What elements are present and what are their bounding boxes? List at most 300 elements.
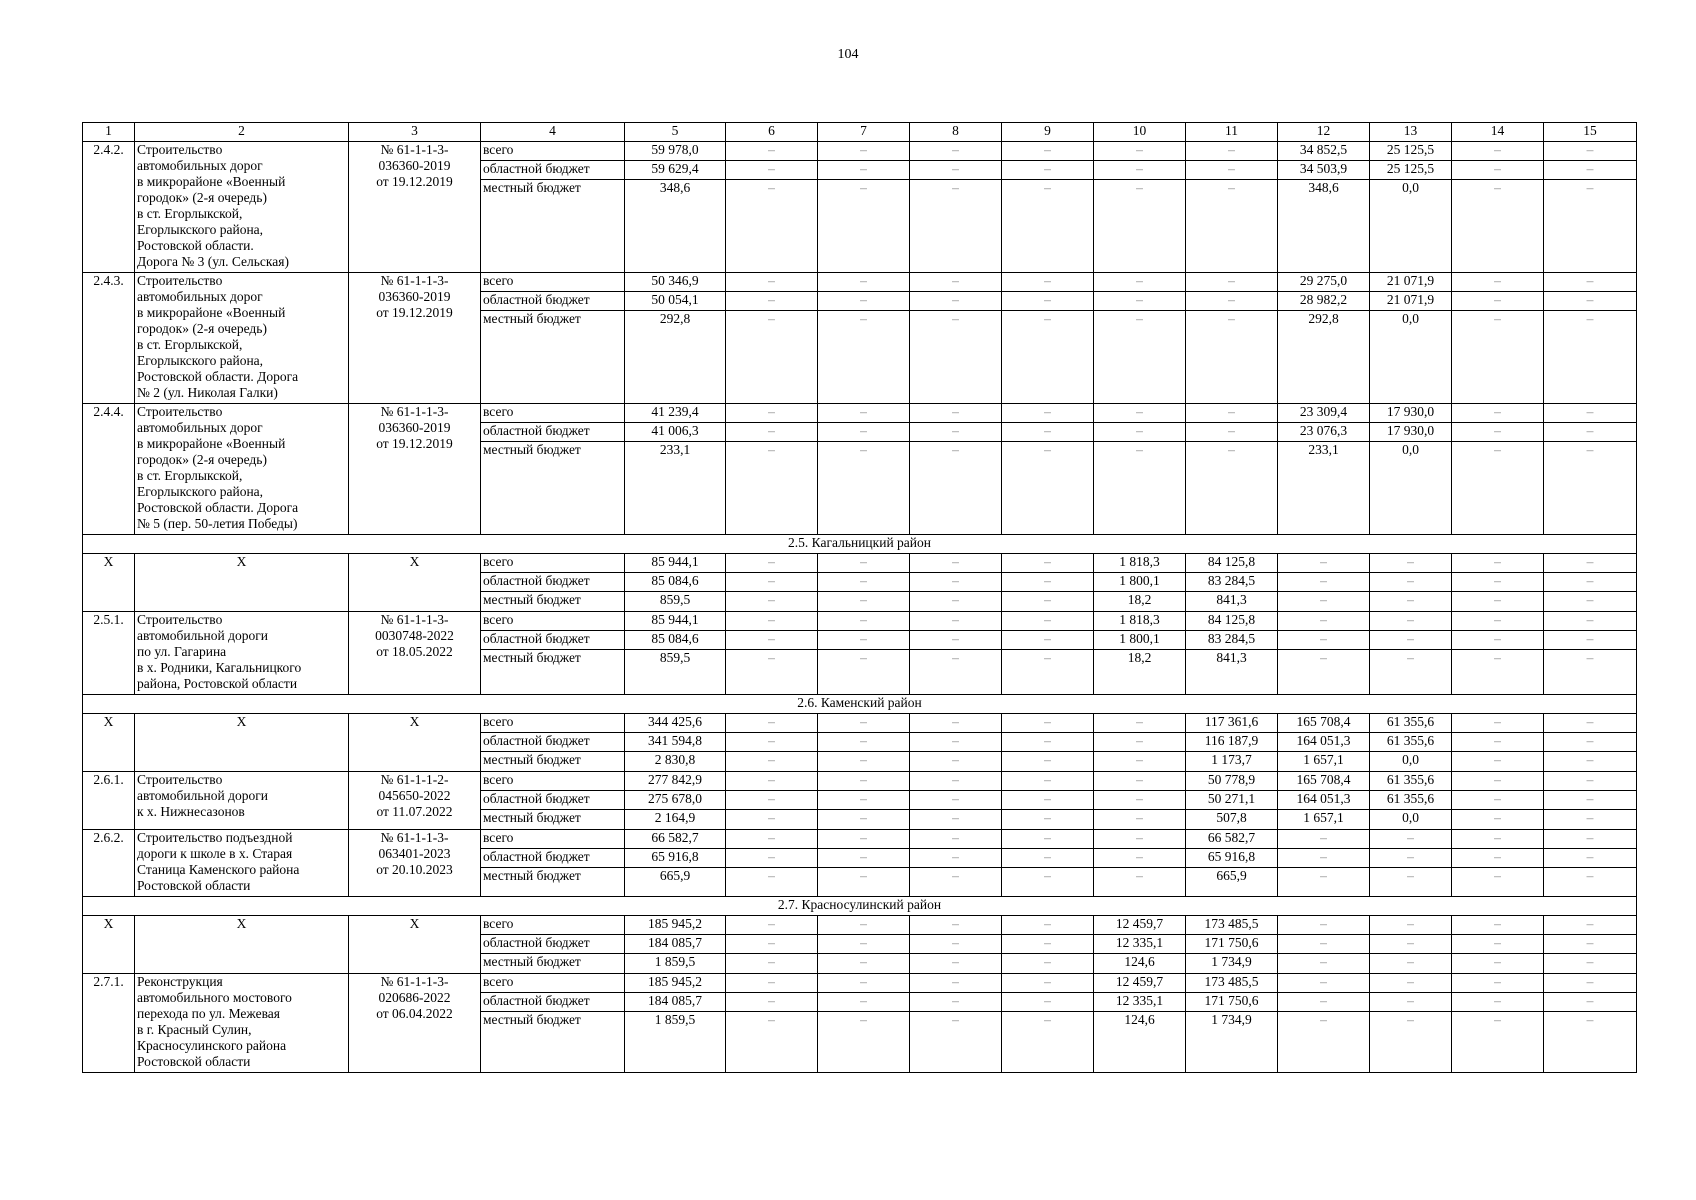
value-cell-col-13: – xyxy=(1370,650,1452,695)
value-cell-col-14: – xyxy=(1452,849,1544,868)
value-cell-col-9: – xyxy=(1002,423,1094,442)
value-cell-col-7: – xyxy=(818,612,910,631)
value-cell-col-10: 124,6 xyxy=(1094,954,1186,974)
value-cell-col-15: – xyxy=(1544,974,1637,993)
value-cell-col-15: – xyxy=(1544,442,1637,535)
value-cell-col-8: – xyxy=(910,752,1002,772)
value-cell-col-10: – xyxy=(1094,161,1186,180)
value-cell-col-12: 29 275,0 xyxy=(1278,273,1370,292)
funding-source: всего xyxy=(481,273,625,292)
value-cell-col-9: – xyxy=(1002,180,1094,273)
funding-source: местный бюджет xyxy=(481,311,625,404)
value-cell-col-7: – xyxy=(818,772,910,791)
object-name-line: городок» (2-я очередь) xyxy=(137,190,267,205)
value-cell-col-5: 65 916,8 xyxy=(625,849,726,868)
funding-source: всего xyxy=(481,612,625,631)
value-cell-col-14: – xyxy=(1452,423,1544,442)
value-cell-col-6: – xyxy=(726,974,818,993)
value-cell-col-12: – xyxy=(1278,993,1370,1012)
value-cell-col-13: 0,0 xyxy=(1370,442,1452,535)
row-number: 2.4.4. xyxy=(83,404,135,535)
value-cell-col-11: 1 734,9 xyxy=(1186,1012,1278,1073)
value-cell-col-11: – xyxy=(1186,311,1278,404)
value-cell-col-14: – xyxy=(1452,1012,1544,1073)
value-cell-col-14: – xyxy=(1452,810,1544,830)
value-cell-col-15: – xyxy=(1544,612,1637,631)
value-cell-col-11: 1 734,9 xyxy=(1186,954,1278,974)
value-cell-col-9: – xyxy=(1002,993,1094,1012)
value-cell-col-11: 84 125,8 xyxy=(1186,612,1278,631)
value-cell-col-15: – xyxy=(1544,292,1637,311)
document-reference-line: № 61-1-1-3- xyxy=(380,142,449,157)
object-name-line: Строительство xyxy=(137,142,223,157)
value-cell-col-7: – xyxy=(818,752,910,772)
funding-source: областной бюджет xyxy=(481,849,625,868)
value-cell-col-9: – xyxy=(1002,142,1094,161)
funding-source: всего xyxy=(481,772,625,791)
value-cell-col-7: – xyxy=(818,714,910,733)
section-row xyxy=(83,695,1637,714)
value-cell-col-13: 0,0 xyxy=(1370,810,1452,830)
funding-source: областной бюджет xyxy=(481,161,625,180)
object-name-line: Ростовской области xyxy=(137,878,251,893)
value-cell-col-5: 41 006,3 xyxy=(625,423,726,442)
value-cell-col-5: 1 859,5 xyxy=(625,954,726,974)
object-name-line: перехода по ул. Межевая xyxy=(137,1006,280,1021)
value-cell-col-8: – xyxy=(910,935,1002,954)
object-name-line: автомобильного мостового xyxy=(137,990,292,1005)
document-reference xyxy=(349,714,481,772)
value-cell-col-15: – xyxy=(1544,180,1637,273)
value-cell-col-11: 83 284,5 xyxy=(1186,573,1278,592)
table-row xyxy=(83,974,1637,993)
document-reference xyxy=(349,772,481,830)
value-cell-col-5: 66 582,7 xyxy=(625,830,726,849)
value-cell-col-15: – xyxy=(1544,423,1637,442)
value-cell-col-9: – xyxy=(1002,916,1094,935)
table-header-row xyxy=(83,123,1637,142)
value-cell-col-7: – xyxy=(818,273,910,292)
value-cell-col-8: – xyxy=(910,292,1002,311)
funding-source: областной бюджет xyxy=(481,791,625,810)
object-name-line: района, Ростовской области xyxy=(137,676,298,691)
table-row xyxy=(83,830,1637,849)
object-name-line: Егорлыкского района, xyxy=(137,353,264,368)
value-cell-col-8: – xyxy=(910,733,1002,752)
value-cell-col-7: – xyxy=(818,573,910,592)
value-cell-col-8: – xyxy=(910,573,1002,592)
value-cell-col-12: – xyxy=(1278,868,1370,897)
document-reference-line: от 19.12.2019 xyxy=(376,305,453,320)
object-name-line: автомобильных дорог xyxy=(137,420,263,435)
value-cell-col-15: – xyxy=(1544,142,1637,161)
value-cell-col-8: – xyxy=(910,993,1002,1012)
header-cell-2: 2 xyxy=(135,123,349,142)
value-cell-col-14: – xyxy=(1452,752,1544,772)
value-cell-col-7: – xyxy=(818,554,910,573)
value-cell-col-11: 507,8 xyxy=(1186,810,1278,830)
value-cell-col-6: – xyxy=(726,791,818,810)
value-cell-col-8: – xyxy=(910,161,1002,180)
value-cell-col-13: – xyxy=(1370,935,1452,954)
object-name-line: городок» (2-я очередь) xyxy=(137,321,267,336)
value-cell-col-6: – xyxy=(726,423,818,442)
value-cell-col-6: – xyxy=(726,916,818,935)
value-cell-col-11: 50 271,1 xyxy=(1186,791,1278,810)
value-cell-col-11: 665,9 xyxy=(1186,868,1278,897)
value-cell-col-11: 84 125,8 xyxy=(1186,554,1278,573)
value-cell-col-15: – xyxy=(1544,631,1637,650)
page-number: 104 xyxy=(837,47,859,62)
value-cell-col-15: – xyxy=(1544,273,1637,292)
object-name xyxy=(135,830,349,897)
header-cell-6: 6 xyxy=(726,123,818,142)
value-cell-col-8: – xyxy=(910,868,1002,897)
document-reference-line: № 61-1-1-3- xyxy=(380,404,449,419)
value-cell-col-10: 18,2 xyxy=(1094,592,1186,612)
value-cell-col-13: 21 071,9 xyxy=(1370,292,1452,311)
value-cell-col-10: – xyxy=(1094,791,1186,810)
value-cell-col-15: – xyxy=(1544,830,1637,849)
value-cell-col-12: 28 982,2 xyxy=(1278,292,1370,311)
value-cell-col-9: – xyxy=(1002,404,1094,423)
header-cell-14: 14 xyxy=(1452,123,1544,142)
value-cell-col-8: – xyxy=(910,423,1002,442)
value-cell-col-12: 34 852,5 xyxy=(1278,142,1370,161)
value-cell-col-6: – xyxy=(726,993,818,1012)
value-cell-col-13: – xyxy=(1370,849,1452,868)
value-cell-col-9: – xyxy=(1002,292,1094,311)
value-cell-col-6: – xyxy=(726,650,818,695)
document-reference xyxy=(349,974,481,1073)
section-title: 2.6. Каменский район xyxy=(83,695,1637,714)
row-number: Х xyxy=(83,916,135,974)
value-cell-col-14: – xyxy=(1452,935,1544,954)
object-name xyxy=(135,273,349,404)
value-cell-col-12: 23 309,4 xyxy=(1278,404,1370,423)
value-cell-col-10: – xyxy=(1094,733,1186,752)
value-cell-col-10: – xyxy=(1094,423,1186,442)
document-reference-line: 020686-2022 xyxy=(378,990,451,1005)
value-cell-col-12: – xyxy=(1278,916,1370,935)
value-cell-col-14: – xyxy=(1452,311,1544,404)
value-cell-col-10: 1 800,1 xyxy=(1094,631,1186,650)
value-cell-col-10: 12 335,1 xyxy=(1094,935,1186,954)
value-cell-col-6: – xyxy=(726,592,818,612)
value-cell-col-8: – xyxy=(910,631,1002,650)
value-cell-col-13: – xyxy=(1370,974,1452,993)
object-name-line: Строительство xyxy=(137,612,223,627)
object-name-line: Егорлыкского района, xyxy=(137,222,264,237)
value-cell-col-15: – xyxy=(1544,1012,1637,1073)
value-cell-col-7: – xyxy=(818,935,910,954)
value-cell-col-8: – xyxy=(910,954,1002,974)
value-cell-col-10: 12 459,7 xyxy=(1094,974,1186,993)
header-cell-4: 4 xyxy=(481,123,625,142)
value-cell-col-10: 1 818,3 xyxy=(1094,554,1186,573)
document-reference-line: от 18.05.2022 xyxy=(376,644,453,659)
value-cell-col-9: – xyxy=(1002,442,1094,535)
object-name-line: автомобильных дорог xyxy=(137,158,263,173)
value-cell-col-10: – xyxy=(1094,810,1186,830)
value-cell-col-7: – xyxy=(818,954,910,974)
value-cell-col-6: – xyxy=(726,849,818,868)
funding-source: всего xyxy=(481,554,625,573)
value-cell-col-13: 61 355,6 xyxy=(1370,772,1452,791)
value-cell-col-15: – xyxy=(1544,714,1637,733)
document-reference-line: 036360-2019 xyxy=(378,420,451,435)
value-cell-col-8: – xyxy=(910,612,1002,631)
value-cell-col-12: 164 051,3 xyxy=(1278,733,1370,752)
value-cell-col-5: 344 425,6 xyxy=(625,714,726,733)
object-name-line: автомобильных дорог xyxy=(137,289,263,304)
value-cell-col-10: – xyxy=(1094,292,1186,311)
value-cell-col-14: – xyxy=(1452,772,1544,791)
value-cell-col-14: – xyxy=(1452,954,1544,974)
value-cell-col-5: 277 842,9 xyxy=(625,772,726,791)
value-cell-col-12: 1 657,1 xyxy=(1278,810,1370,830)
header-cell-13: 13 xyxy=(1370,123,1452,142)
funding-source: местный бюджет xyxy=(481,442,625,535)
row-number: 2.6.2. xyxy=(83,830,135,897)
value-cell-col-9: – xyxy=(1002,935,1094,954)
object-name-line: Строительство подъездной xyxy=(137,830,293,845)
budget-table xyxy=(82,122,1637,1073)
value-cell-col-15: – xyxy=(1544,733,1637,752)
value-cell-col-8: – xyxy=(910,404,1002,423)
funding-source: всего xyxy=(481,714,625,733)
value-cell-col-14: – xyxy=(1452,974,1544,993)
document-reference xyxy=(349,142,481,273)
table-row xyxy=(83,142,1637,161)
object-name-line: в микрорайоне «Военный xyxy=(137,436,286,451)
value-cell-col-5: 275 678,0 xyxy=(625,791,726,810)
value-cell-col-8: – xyxy=(910,916,1002,935)
value-cell-col-8: – xyxy=(910,442,1002,535)
value-cell-col-13: – xyxy=(1370,830,1452,849)
document-reference-line: 045650-2022 xyxy=(378,788,451,803)
funding-source: областной бюджет xyxy=(481,935,625,954)
object-name xyxy=(135,142,349,273)
value-cell-col-14: – xyxy=(1452,442,1544,535)
value-cell-col-10: 12 335,1 xyxy=(1094,993,1186,1012)
object-name-line: Строительство xyxy=(137,772,223,787)
value-cell-col-7: – xyxy=(818,292,910,311)
value-cell-col-14: – xyxy=(1452,404,1544,423)
value-cell-col-15: – xyxy=(1544,954,1637,974)
value-cell-col-8: – xyxy=(910,714,1002,733)
value-cell-col-6: – xyxy=(726,573,818,592)
value-cell-col-11: 116 187,9 xyxy=(1186,733,1278,752)
row-number: Х xyxy=(83,554,135,612)
value-cell-col-6: – xyxy=(726,752,818,772)
header-cell-11: 11 xyxy=(1186,123,1278,142)
value-cell-col-5: 859,5 xyxy=(625,650,726,695)
funding-source: местный бюджет xyxy=(481,868,625,897)
value-cell-col-7: – xyxy=(818,161,910,180)
value-cell-col-10: 1 800,1 xyxy=(1094,573,1186,592)
header-cell-12: 12 xyxy=(1278,123,1370,142)
value-cell-col-7: – xyxy=(818,311,910,404)
value-cell-col-9: – xyxy=(1002,733,1094,752)
value-cell-col-7: – xyxy=(818,830,910,849)
value-cell-col-6: – xyxy=(726,273,818,292)
object-name-line: Ростовской области. Дорога xyxy=(137,500,299,515)
value-cell-col-15: – xyxy=(1544,935,1637,954)
table-row xyxy=(83,273,1637,292)
table-row xyxy=(83,554,1637,573)
value-cell-col-11: 841,3 xyxy=(1186,592,1278,612)
value-cell-col-15: – xyxy=(1544,993,1637,1012)
value-cell-col-5: 859,5 xyxy=(625,592,726,612)
value-cell-col-13: 61 355,6 xyxy=(1370,791,1452,810)
value-cell-col-10: 12 459,7 xyxy=(1094,916,1186,935)
value-cell-col-9: – xyxy=(1002,612,1094,631)
value-cell-col-10: 18,2 xyxy=(1094,650,1186,695)
value-cell-col-15: – xyxy=(1544,311,1637,404)
table-row xyxy=(83,772,1637,791)
value-cell-col-14: – xyxy=(1452,650,1544,695)
funding-source: местный бюджет xyxy=(481,954,625,974)
value-cell-col-15: – xyxy=(1544,650,1637,695)
value-cell-col-13: 17 930,0 xyxy=(1370,423,1452,442)
value-cell-col-15: – xyxy=(1544,916,1637,935)
value-cell-col-13: – xyxy=(1370,1012,1452,1073)
value-cell-col-6: – xyxy=(726,404,818,423)
value-cell-col-7: – xyxy=(818,650,910,695)
document-reference-line: 063401-2023 xyxy=(378,846,451,861)
value-cell-col-15: – xyxy=(1544,592,1637,612)
value-cell-col-10: – xyxy=(1094,830,1186,849)
value-cell-col-12: – xyxy=(1278,554,1370,573)
object-name-line: Строительство xyxy=(137,404,223,419)
value-cell-col-5: 59 978,0 xyxy=(625,142,726,161)
value-cell-col-15: – xyxy=(1544,772,1637,791)
value-cell-col-12: – xyxy=(1278,974,1370,993)
value-cell-col-9: – xyxy=(1002,650,1094,695)
object-name-line: № 2 (ул. Николая Галки) xyxy=(137,385,278,400)
value-cell-col-6: – xyxy=(726,631,818,650)
value-cell-col-10: – xyxy=(1094,442,1186,535)
value-cell-col-5: 184 085,7 xyxy=(625,993,726,1012)
funding-source: местный бюджет xyxy=(481,180,625,273)
row-number: 2.6.1. xyxy=(83,772,135,830)
value-cell-col-14: – xyxy=(1452,612,1544,631)
value-cell-col-15: – xyxy=(1544,868,1637,897)
object-name-line: в х. Родники, Кагальницкого xyxy=(137,660,302,675)
funding-source: областной бюджет xyxy=(481,631,625,650)
value-cell-col-5: 1 859,5 xyxy=(625,1012,726,1073)
value-cell-col-9: – xyxy=(1002,573,1094,592)
object-name-line: Реконструкция xyxy=(137,974,223,989)
value-cell-col-9: – xyxy=(1002,772,1094,791)
value-cell-col-14: – xyxy=(1452,554,1544,573)
value-cell-col-9: – xyxy=(1002,974,1094,993)
value-cell-col-8: – xyxy=(910,273,1002,292)
value-cell-col-10: – xyxy=(1094,752,1186,772)
value-cell-col-9: – xyxy=(1002,791,1094,810)
value-cell-col-11: 171 750,6 xyxy=(1186,935,1278,954)
object-name-line: в микрорайоне «Военный xyxy=(137,174,286,189)
value-cell-col-5: 341 594,8 xyxy=(625,733,726,752)
document-reference-line: 036360-2019 xyxy=(378,158,451,173)
value-cell-col-9: – xyxy=(1002,592,1094,612)
value-cell-col-5: 85 944,1 xyxy=(625,612,726,631)
value-cell-col-5: 233,1 xyxy=(625,442,726,535)
value-cell-col-13: 25 125,5 xyxy=(1370,161,1452,180)
object-name-line: Дорога № 3 (ул. Сельская) xyxy=(137,254,289,269)
funding-source: местный бюджет xyxy=(481,650,625,695)
header-cell-9: 9 xyxy=(1002,123,1094,142)
section-title: 2.5. Кагальницкий район xyxy=(83,535,1637,554)
value-cell-col-11: – xyxy=(1186,292,1278,311)
value-cell-col-6: – xyxy=(726,442,818,535)
object-name xyxy=(135,404,349,535)
value-cell-col-12: – xyxy=(1278,592,1370,612)
value-cell-col-12: – xyxy=(1278,830,1370,849)
value-cell-col-12: – xyxy=(1278,1012,1370,1073)
value-cell-col-8: – xyxy=(910,180,1002,273)
document-reference-line: Х xyxy=(409,916,420,931)
object-name-line: в г. Красный Сулин, xyxy=(137,1022,252,1037)
document-reference xyxy=(349,916,481,974)
object-name-line: в ст. Егорлыкской, xyxy=(137,337,243,352)
value-cell-col-6: – xyxy=(726,868,818,897)
value-cell-col-5: 2 830,8 xyxy=(625,752,726,772)
value-cell-col-8: – xyxy=(910,650,1002,695)
table-row xyxy=(83,714,1637,733)
value-cell-col-12: 348,6 xyxy=(1278,180,1370,273)
object-name-line: к х. Нижнесазонов xyxy=(137,804,245,819)
object-name-line: Строительство xyxy=(137,273,223,288)
value-cell-col-10: – xyxy=(1094,868,1186,897)
value-cell-col-7: – xyxy=(818,423,910,442)
value-cell-col-13: – xyxy=(1370,612,1452,631)
document-reference-line: от 19.12.2019 xyxy=(376,174,453,189)
value-cell-col-7: – xyxy=(818,733,910,752)
row-number: 2.7.1. xyxy=(83,974,135,1073)
document-reference-line: от 06.04.2022 xyxy=(376,1006,453,1021)
value-cell-col-6: – xyxy=(726,554,818,573)
object-name-line: в ст. Егорлыкской, xyxy=(137,468,243,483)
value-cell-col-7: – xyxy=(818,404,910,423)
value-cell-col-8: – xyxy=(910,772,1002,791)
value-cell-col-13: 17 930,0 xyxy=(1370,404,1452,423)
value-cell-col-6: – xyxy=(726,180,818,273)
funding-source: областной бюджет xyxy=(481,423,625,442)
value-cell-col-10: – xyxy=(1094,714,1186,733)
value-cell-col-14: – xyxy=(1452,142,1544,161)
value-cell-col-8: – xyxy=(910,1012,1002,1073)
object-name xyxy=(135,974,349,1073)
value-cell-col-14: – xyxy=(1452,161,1544,180)
value-cell-col-6: – xyxy=(726,142,818,161)
row-number: 2.4.2. xyxy=(83,142,135,273)
header-cell-7: 7 xyxy=(818,123,910,142)
object-name-line: Х xyxy=(236,554,247,569)
row-number: 2.4.3. xyxy=(83,273,135,404)
object-name-line: Станица Каменского района xyxy=(137,862,300,877)
value-cell-col-12: 165 708,4 xyxy=(1278,772,1370,791)
object-name-line: Ростовской области. Дорога xyxy=(137,369,299,384)
value-cell-col-9: – xyxy=(1002,631,1094,650)
value-cell-col-6: – xyxy=(726,810,818,830)
object-name-line: в ст. Егорлыкской, xyxy=(137,206,243,221)
value-cell-col-5: 184 085,7 xyxy=(625,935,726,954)
value-cell-col-7: – xyxy=(818,810,910,830)
object-name-line: Ростовской области. xyxy=(137,238,254,253)
value-cell-col-10: – xyxy=(1094,142,1186,161)
